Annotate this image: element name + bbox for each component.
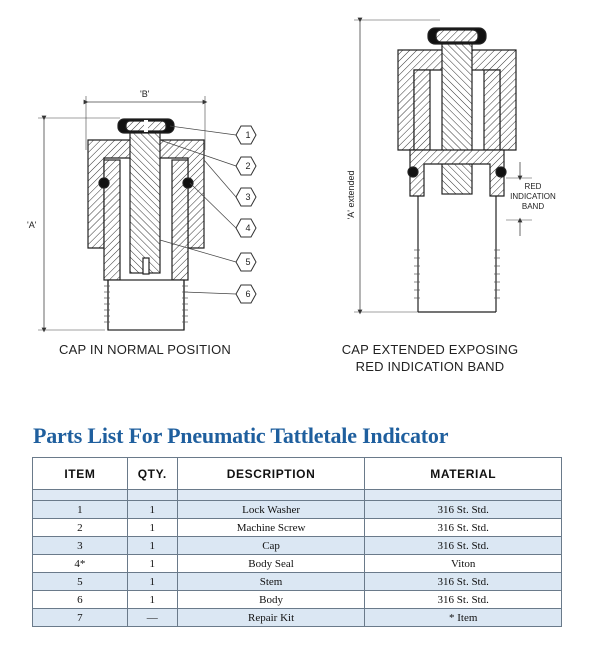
callout-1-label: 1 bbox=[245, 130, 251, 140]
cell-qty: 1 bbox=[127, 501, 177, 519]
table-row bbox=[33, 591, 562, 609]
callout-4-label: 4 bbox=[245, 223, 251, 233]
callout-6-label: 6 bbox=[245, 289, 251, 299]
cell-item: 3 bbox=[33, 537, 128, 555]
cell-qty: 1 bbox=[127, 591, 177, 609]
parts-table-header bbox=[33, 458, 562, 490]
parts-list-title: Parts List For Pneumatic Tattletale Indicator bbox=[33, 423, 449, 448]
cell-material: Viton bbox=[365, 555, 562, 573]
cell-qty: 1 bbox=[127, 573, 177, 591]
cell-material: 316 St. Std. bbox=[365, 591, 562, 609]
cell-item: 6 bbox=[33, 591, 128, 609]
header-material: MATERIAL bbox=[365, 458, 562, 490]
red-band-line-3: BAND bbox=[521, 202, 545, 211]
header-item: ITEM bbox=[33, 458, 128, 490]
caption-extended-line-2: RED INDICATION BAND bbox=[355, 359, 505, 374]
cell-material: 316 St. Std. bbox=[365, 519, 562, 537]
dimension-b-label: 'B' bbox=[140, 89, 150, 99]
parts-table bbox=[32, 457, 562, 627]
cell-material: 316 St. Std. bbox=[365, 501, 562, 519]
table-row bbox=[33, 555, 562, 573]
cell-description: Body Seal bbox=[177, 555, 365, 573]
red-band-label bbox=[498, 182, 568, 212]
table-row bbox=[33, 573, 562, 591]
red-band-line-1: RED bbox=[524, 182, 542, 191]
red-band-line-2: INDICATION bbox=[510, 192, 556, 201]
cell-qty: 1 bbox=[127, 537, 177, 555]
dimension-a-label: 'A' bbox=[27, 220, 37, 230]
cell-qty: — bbox=[127, 609, 177, 627]
dimension-a-extended-label: 'A' extended bbox=[346, 170, 356, 220]
cell-qty: 1 bbox=[127, 555, 177, 573]
right-section-view bbox=[354, 20, 532, 312]
cell-description: Stem bbox=[177, 573, 365, 591]
caption-extended bbox=[300, 341, 560, 375]
cell-material: 316 St. Std. bbox=[365, 573, 562, 591]
header-qty: QTY. bbox=[127, 458, 177, 490]
callout-5-label: 5 bbox=[245, 257, 251, 267]
cell-description: Machine Screw bbox=[177, 519, 365, 537]
cell-description: Body bbox=[177, 591, 365, 609]
cell-item: 2 bbox=[33, 519, 128, 537]
callout-3-label: 3 bbox=[245, 192, 251, 202]
table-row bbox=[33, 537, 562, 555]
table-row bbox=[33, 609, 562, 627]
cell-item: 7 bbox=[33, 609, 128, 627]
table-row bbox=[33, 519, 562, 537]
cell-description: Lock Washer bbox=[177, 501, 365, 519]
cell-qty: 1 bbox=[127, 519, 177, 537]
cell-description: Repair Kit bbox=[177, 609, 365, 627]
caption-normal-position: CAP IN NORMAL POSITION bbox=[59, 342, 231, 357]
cell-material: * Item bbox=[365, 609, 562, 627]
cell-item: 4* bbox=[33, 555, 128, 573]
left-section-view bbox=[38, 96, 256, 330]
cell-item: 1 bbox=[33, 501, 128, 519]
caption-extended-line-1: CAP EXTENDED EXPOSING bbox=[341, 342, 519, 357]
cell-material: 316 St. Std. bbox=[365, 537, 562, 555]
cell-item: 5 bbox=[33, 573, 128, 591]
header-description: DESCRIPTION bbox=[177, 458, 365, 490]
cell-description: Cap bbox=[177, 537, 365, 555]
table-spacer-row bbox=[33, 490, 562, 501]
callout-2-label: 2 bbox=[245, 161, 251, 171]
table-row bbox=[33, 501, 562, 519]
